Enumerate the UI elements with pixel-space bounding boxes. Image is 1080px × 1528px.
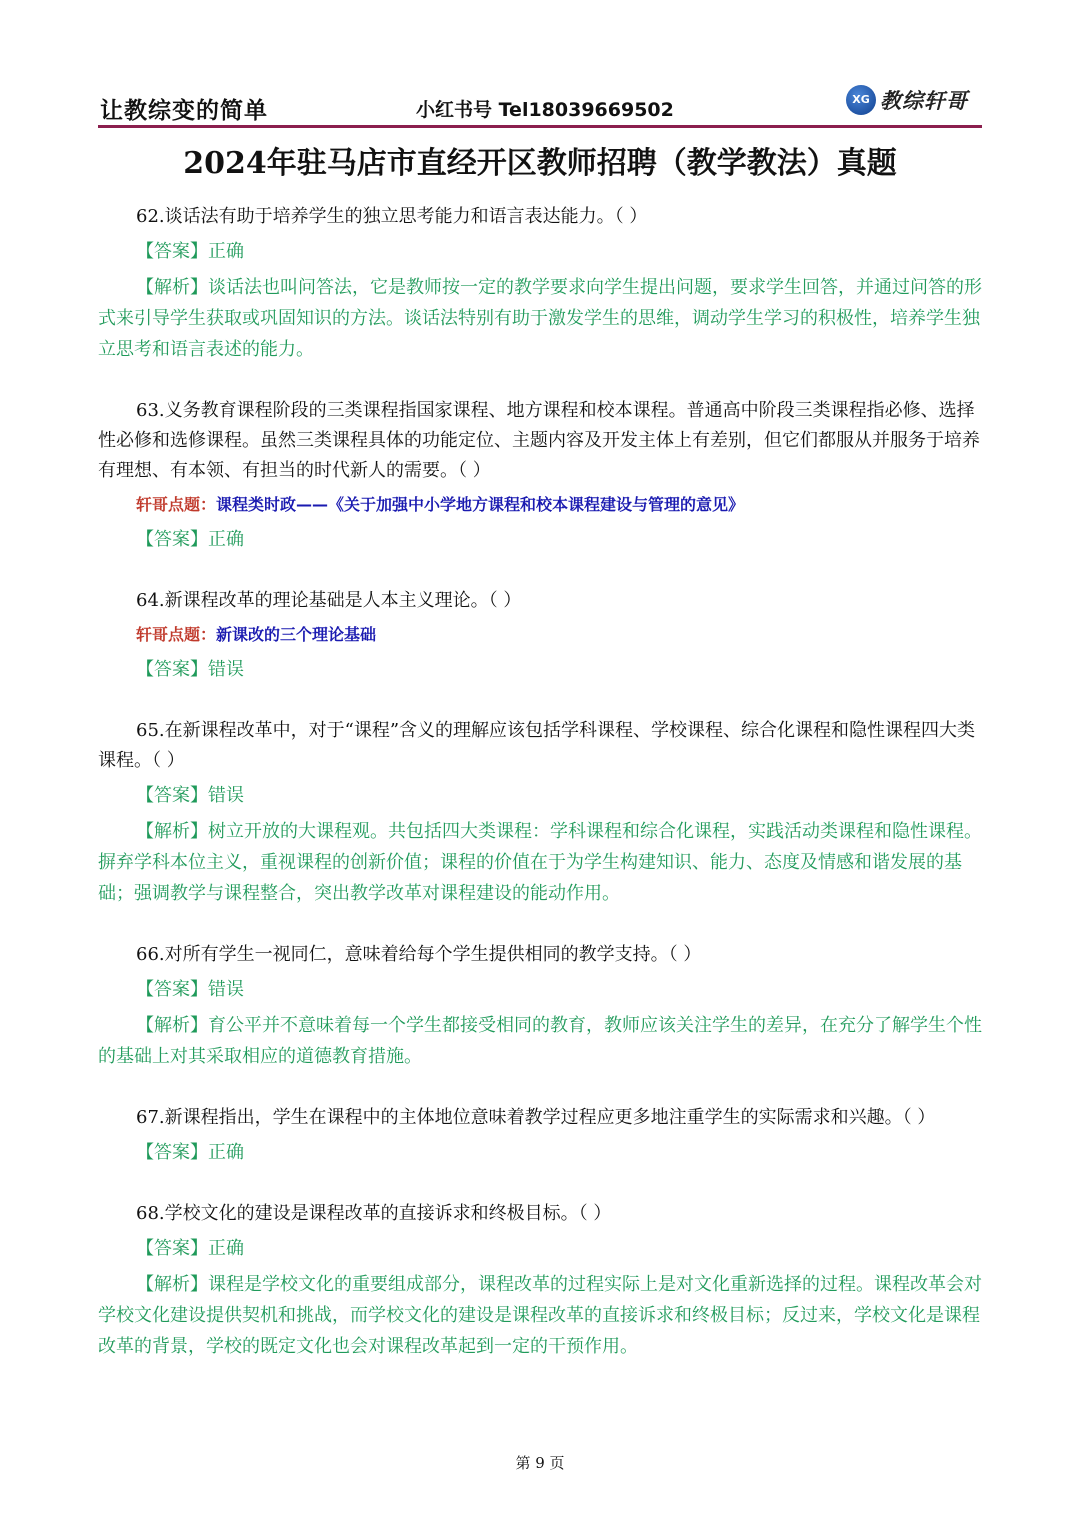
answer-text: 【答案】错误 bbox=[136, 979, 244, 1000]
document-title: 2024年驻马店市直经开区教师招聘（教学教法）真题 bbox=[183, 146, 897, 181]
tip-label: 轩哥点题： bbox=[136, 495, 217, 514]
page-header bbox=[98, 82, 982, 128]
tip-line bbox=[98, 490, 982, 520]
question-block bbox=[98, 940, 982, 1072]
question-text: 68.学校文化的建设是课程改革的直接诉求和终极目标。（ ） bbox=[136, 1203, 612, 1224]
question-text: 67.新课程指出，学生在课程中的主体地位意味着教学过程应更多地注重学生的实际需求和兴趣。（ ） bbox=[136, 1107, 936, 1128]
tip-text: 新课改的三个理论基础 bbox=[216, 625, 377, 644]
answer-text: 【答案】正确 bbox=[136, 529, 244, 550]
answer-text: 【答案】错误 bbox=[136, 785, 244, 806]
header-slogan: 让教综变的简单 bbox=[100, 98, 268, 124]
question-block bbox=[98, 716, 982, 909]
question-block bbox=[98, 202, 982, 365]
question-block bbox=[98, 396, 982, 555]
question-text: 65.在新课程改革中，对于“课程”含义的理解应该包括学科课程、学校课程、综合化课程和隐性课程四大类课程。（ ） bbox=[98, 720, 976, 771]
question-text: 63.义务教育课程阶段的三类课程指国家课程、地方课程和校本课程。普通高中阶段三类课程指必修、选择性必修和选修课程。虽然三类课程具体的功能定位、主题内容及开发主体上有差别，但它们都服从并服务于培养有理想、有本领、有担当的时代新人的需要。（ ） bbox=[98, 400, 980, 481]
question-block bbox=[98, 1103, 982, 1168]
analysis-text: 【解析】育公平并不意味着每一个学生都接受相同的教育，教师应该关注学生的差异，在充分了解学生个性的基础上对其采取相应的道德教育措施。 bbox=[98, 1015, 982, 1067]
header-divider bbox=[98, 125, 982, 128]
page-number: 第 9 页 bbox=[515, 1454, 565, 1472]
question-block bbox=[98, 586, 982, 685]
analysis-text: 【解析】谈话法也叫问答法，它是教师按一定的教学要求向学生提出问题，要求学生回答，并通过问答的形式来引导学生获取或巩固知识的方法。谈话法特别有助于激发学生的思维，调动学生学习的积极性，培养学生独立思考和语言表述的能力。 bbox=[98, 277, 982, 360]
answer-text: 【答案】正确 bbox=[136, 1238, 244, 1259]
header-contact: 小红书号 Tel18039669502 bbox=[416, 99, 674, 121]
answer-text: 【答案】正确 bbox=[136, 241, 244, 262]
question-text: 62.谈话法有助于培养学生的独立思考能力和语言表达能力。（ ） bbox=[136, 206, 648, 227]
tip-label: 轩哥点题： bbox=[136, 625, 217, 644]
analysis-text: 【解析】课程是学校文化的重要组成部分，课程改革的过程实际上是对文化重新选择的过程。课程改革会对学校文化建设提供契机和挑战，而学校文化的建设是课程改革的直接诉求和终极目标；反过来，学校文化是课程改革的背景，学校的既定文化也会对课程改革起到一定的干预作用。 bbox=[98, 1274, 982, 1357]
logo-text: 教综轩哥 bbox=[880, 89, 968, 113]
logo-badge-icon: XG bbox=[846, 85, 876, 115]
tip-line bbox=[98, 620, 982, 650]
tip-text: 课程类时政——《关于加强中小学地方课程和校本课程建设与管理的意见》 bbox=[216, 495, 745, 514]
question-text: 66.对所有学生一视同仁，意味着给每个学生提供相同的教学支持。（ ） bbox=[136, 944, 702, 965]
question-block bbox=[98, 1199, 982, 1362]
answer-text: 【答案】正确 bbox=[136, 1142, 244, 1163]
question-list bbox=[98, 202, 982, 1393]
analysis-text: 【解析】树立开放的大课程观。共包括四大类课程：学科课程和综合化课程，实践活动类课程和隐性课程。摒弃学科本位主义，重视课程的创新价值；课程的价值在于为学生构建知识、能力、态度及情感和谐发展的基础；强调教学与课程整合，突出教学改革对课程建设的能动作用。 bbox=[98, 821, 982, 904]
question-text: 64.新课程改革的理论基础是人本主义理论。（ ） bbox=[136, 590, 522, 611]
brand-logo bbox=[846, 82, 976, 116]
answer-text: 【答案】错误 bbox=[136, 659, 244, 680]
